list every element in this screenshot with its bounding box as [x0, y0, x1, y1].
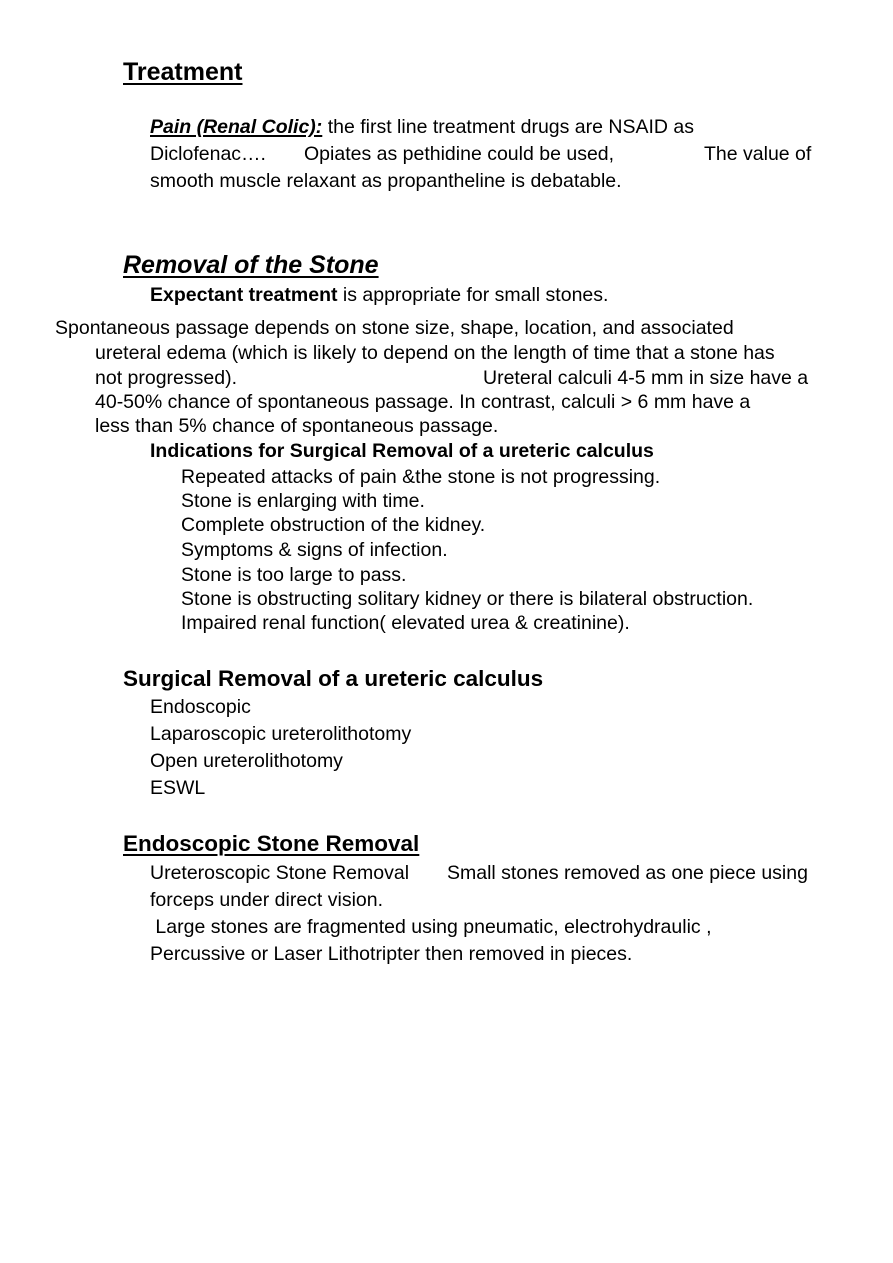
indication-item: Stone is too large to pass. [181, 564, 407, 586]
endoscopic-line-3: Large stones are fragmented using pneumatic, electrohydraulic , [150, 916, 712, 938]
expectant-bold: Expectant treatment [150, 284, 338, 306]
indication-item: Repeated attacks of pain &the stone is not progressing. [181, 466, 661, 488]
expectant-rest: is appropriate for small stones. [337, 284, 609, 306]
treatment-heading: Treatment [123, 58, 243, 86]
indication-item: Complete obstruction of the kidney. [181, 514, 486, 536]
indications-heading: Indications for Surgical Removal of a ureteric calculus [150, 440, 654, 462]
spontaneous-line-3b: Ureteral calculi 4-5 mm in size have a [483, 367, 809, 389]
endoscopic-line-1b: Small stones removed as one piece using [447, 862, 808, 884]
indication-item: Stone is enlarging with time. [181, 490, 425, 512]
endoscopic-line-2: forceps under direct vision. [150, 889, 384, 911]
spontaneous-line-4: 40-50% chance of spontaneous passage. In contrast, calculi > 6 mm have a [95, 391, 751, 413]
endoscopic-line-4: Percussive or Laser Lithotripter then removed in pieces. [150, 943, 633, 965]
pain-line-3: smooth muscle relaxant as propantheline is debatable. [150, 170, 622, 192]
endoscopic-line-1a: Ureteroscopic Stone Removal [150, 862, 410, 884]
pain-text-1: the first line treatment drugs are NSAID as [322, 116, 695, 138]
expectant-line [150, 286, 608, 306]
indication-item: Stone is obstructing solitary kidney or there is bilateral obstruction. [181, 588, 754, 610]
pain-label: Pain (Renal Colic): [150, 116, 323, 138]
removal-heading: Removal of the Stone [123, 251, 379, 279]
spontaneous-line-5: less than 5% chance of spontaneous passage. [95, 415, 499, 437]
indication-item: Impaired renal function( elevated urea & creatinine). [181, 612, 630, 634]
surgical-option: Laparoscopic ureterolithotomy [150, 723, 412, 745]
spontaneous-line-1: Spontaneous passage depends on stone size, shape, location, and associated [55, 317, 734, 339]
surgical-option: Open ureterolithotomy [150, 750, 343, 772]
surgical-option: Endoscopic [150, 696, 251, 718]
surgical-option: ESWL [150, 777, 206, 799]
pain-line-2b: Opiates as pethidine could be used, [304, 143, 615, 165]
indication-item: Symptoms & signs of infection. [181, 539, 448, 561]
surgical-heading: Surgical Removal of a ureteric calculus [123, 666, 544, 691]
pain-line-2a: Diclofenac…. [150, 143, 266, 165]
pain-line-2c: The value of [704, 143, 812, 165]
pain-line-1 [150, 118, 694, 138]
spontaneous-line-2: ureteral edema (which is likely to depend on the length of time that a stone has [95, 342, 775, 364]
spontaneous-line-3a: not progressed). [95, 367, 237, 389]
endoscopic-heading: Endoscopic Stone Removal [123, 831, 420, 856]
